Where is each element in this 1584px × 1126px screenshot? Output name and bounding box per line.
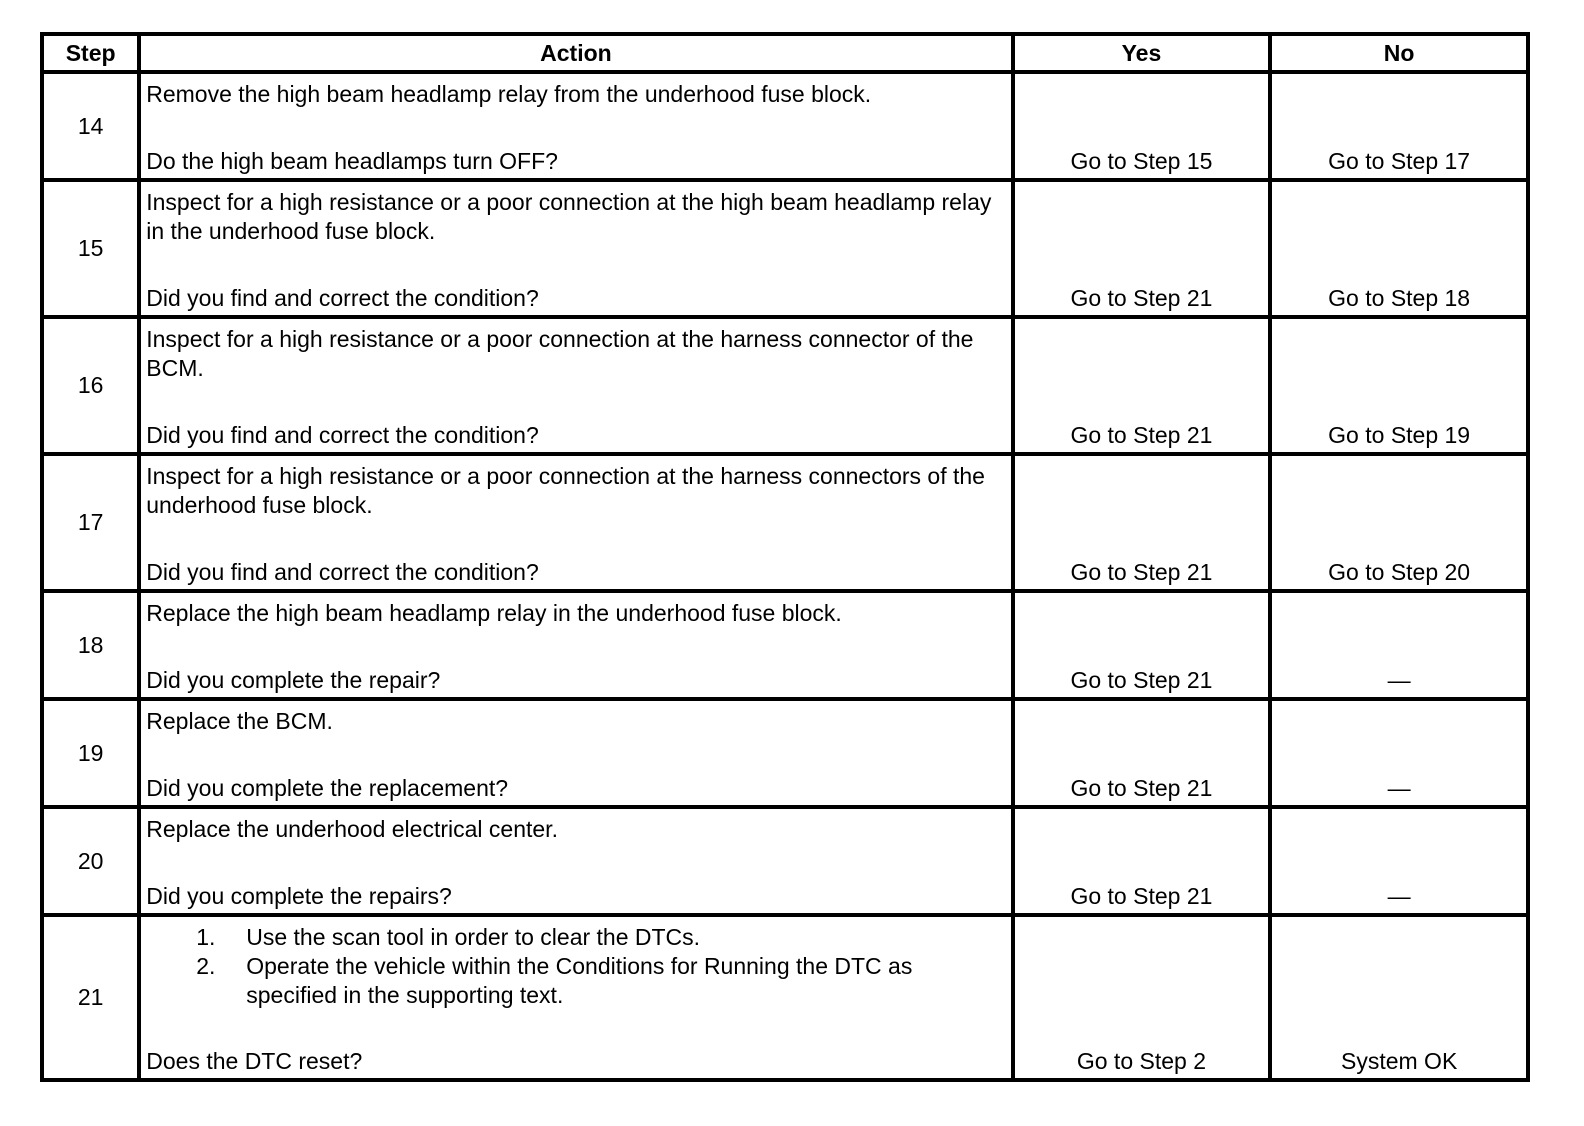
action-list-wrapper — [146, 917, 1004, 1010]
yes-cell: Go to Step 21 — [1013, 454, 1271, 591]
header-row — [42, 34, 1528, 72]
step-number: 20 — [42, 807, 139, 915]
table-row — [42, 915, 1528, 1080]
table-row — [42, 72, 1528, 180]
question-text: Did you find and correct the condition? — [146, 422, 539, 448]
no-cell: — — [1270, 807, 1528, 915]
action-text: Replace the high beam headlamp relay in the underhood fuse block. — [146, 600, 842, 626]
question-text: Did you find and correct the condition? — [146, 559, 539, 585]
step-number: 14 — [42, 72, 139, 180]
action-cell — [139, 591, 1012, 699]
yes-cell: Go to Step 21 — [1013, 699, 1271, 807]
question-text: Does the DTC reset? — [146, 1048, 363, 1074]
action-cell — [139, 454, 1012, 591]
no-cell: System OK — [1270, 915, 1528, 1080]
no-cell: Go to Step 19 — [1270, 317, 1528, 454]
no-cell: Go to Step 18 — [1270, 180, 1528, 317]
yes-cell: Go to Step 21 — [1013, 317, 1271, 454]
yes-cell: Go to Step 15 — [1013, 72, 1271, 180]
table-row — [42, 317, 1528, 454]
yes-cell: Go to Step 21 — [1013, 591, 1271, 699]
action-text: Inspect for a high resistance or a poor connection at the harness connectors of the underhood fuse block. — [146, 463, 985, 518]
action-cell — [139, 72, 1012, 180]
action-text: Replace the underhood electrical center. — [146, 816, 558, 842]
diagnostic-table — [40, 32, 1530, 1082]
step-number: 16 — [42, 317, 139, 454]
question-text: Did you complete the repairs? — [146, 883, 452, 909]
list-text: Operate the vehicle within the Conditions for Running the DTC as specified in the supporting text. — [246, 953, 913, 1008]
table-row — [42, 454, 1528, 591]
question-text: Did you complete the replacement? — [146, 775, 509, 801]
no-cell: Go to Step 17 — [1270, 72, 1528, 180]
list-number: 2. — [196, 953, 216, 979]
step-number: 18 — [42, 591, 139, 699]
table-row — [42, 699, 1528, 807]
action-cell — [139, 317, 1012, 454]
yes-cell: Go to Step 21 — [1013, 807, 1271, 915]
header-action: Action — [139, 34, 1012, 72]
action-text: Remove the high beam headlamp relay from the underhood fuse block. — [146, 81, 872, 107]
action-cell — [139, 807, 1012, 915]
header-step: Step — [42, 34, 139, 72]
action-text: Inspect for a high resistance or a poor connection at the harness connector of the BCM. — [146, 326, 974, 381]
list-number: 1. — [196, 924, 216, 950]
action-cell — [139, 915, 1012, 1080]
numbered-list — [146, 923, 1004, 1010]
no-cell: — — [1270, 591, 1528, 699]
action-cell — [139, 699, 1012, 807]
question-text: Did you find and correct the condition? — [146, 285, 539, 311]
list-text: Use the scan tool in order to clear the DTCs. — [246, 924, 701, 950]
table-row — [42, 180, 1528, 317]
table-row — [42, 591, 1528, 699]
no-cell: Go to Step 20 — [1270, 454, 1528, 591]
action-text: Replace the BCM. — [146, 708, 333, 734]
question-text: Do the high beam headlamps turn OFF? — [146, 148, 558, 174]
yes-cell: Go to Step 2 — [1013, 915, 1271, 1080]
action-text: Inspect for a high resistance or a poor connection at the high beam headlamp relay in the underhood fuse block. — [146, 189, 992, 244]
step-number: 15 — [42, 180, 139, 317]
table-row — [42, 807, 1528, 915]
no-cell: — — [1270, 699, 1528, 807]
question-text: Did you complete the repair? — [146, 667, 441, 693]
step-number: 17 — [42, 454, 139, 591]
yes-cell: Go to Step 21 — [1013, 180, 1271, 317]
list-item — [196, 952, 1004, 1010]
list-item — [196, 923, 1004, 952]
step-number: 19 — [42, 699, 139, 807]
step-number: 21 — [42, 915, 139, 1080]
header-yes: Yes — [1013, 34, 1271, 72]
action-cell — [139, 180, 1012, 317]
header-no: No — [1270, 34, 1528, 72]
